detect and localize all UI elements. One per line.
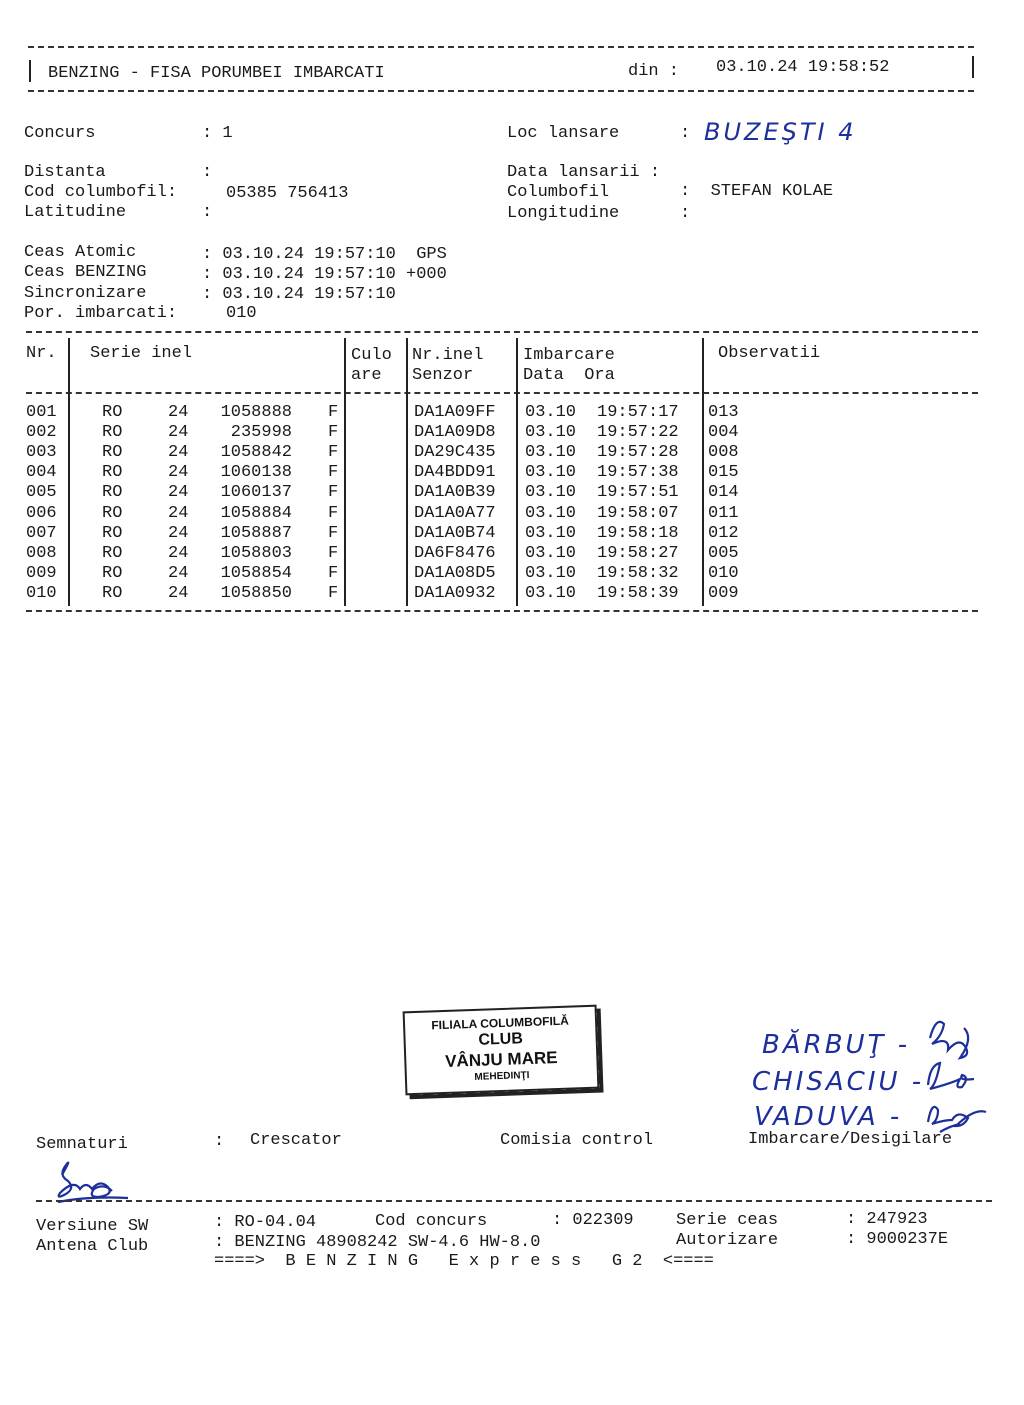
longitudine-value: : <box>680 204 691 223</box>
handwritten-name-2: CHISACIU - <box>752 1067 925 1097</box>
header-right-border <box>972 56 974 78</box>
columbofil-value: : STEFAN KOLAE <box>680 182 834 201</box>
footer-separator <box>36 1200 992 1202</box>
cell-sex: F <box>328 483 339 503</box>
concurs-label: Concurs <box>24 124 96 143</box>
stamp-line-2: CLUB <box>478 1030 524 1049</box>
cell-sex: F <box>328 503 339 523</box>
cell-observatii: 013 <box>708 403 739 422</box>
table-top-border <box>26 331 978 333</box>
stamp-line-1: FILIALA COLUMBOFILĂ <box>431 1013 570 1033</box>
cell-sex: F <box>328 443 339 463</box>
cell-nr: 002 <box>26 423 57 443</box>
signature-barbut <box>930 1022 968 1058</box>
header-top-border <box>28 46 974 48</box>
header-bottom-border <box>28 90 974 92</box>
cell-year: 24 <box>168 503 189 523</box>
cell-date: 03.10 <box>525 423 577 443</box>
imbarcati-label: Por. imbarcati: <box>24 304 178 323</box>
cod-columbofil-label: Cod columbofil: <box>24 183 178 202</box>
cell-time: 19:58:07 <box>597 503 679 523</box>
longitudine-label: Longitudine <box>507 204 620 223</box>
cell-ring: 1058803 <box>220 543 292 563</box>
cell-ring: 235998 <box>230 423 292 443</box>
cell-date: 03.10 <box>525 563 577 583</box>
columbofil-label: Columbofil <box>507 183 610 202</box>
col-header-senzor-1: Nr.inel <box>412 346 484 365</box>
versiune-sw-label: Versiune SW <box>36 1217 149 1236</box>
table-bottom-border <box>26 610 978 612</box>
cell-country: RO <box>102 423 123 443</box>
club-stamp <box>403 1005 600 1096</box>
cell-date: 03.10 <box>525 523 577 543</box>
serie-ceas-value: : 247923 <box>846 1210 928 1229</box>
cell-country: RO <box>102 523 123 543</box>
serie-ceas-label: Serie ceas <box>676 1211 779 1230</box>
benzing-express-banner: ====> B E N Z I N G E x p r e s s G 2 <==== <box>214 1252 714 1271</box>
cell-nr: 004 <box>26 463 57 483</box>
cell-observatii: 008 <box>708 443 739 463</box>
cell-sensor: DA29C435 <box>414 443 496 463</box>
cell-time: 19:57:28 <box>597 443 679 463</box>
distanta-value: : <box>202 163 213 182</box>
cell-sensor: DA4BDD91 <box>414 463 496 483</box>
cell-year: 24 <box>168 463 189 483</box>
cell-year: 24 <box>168 563 189 583</box>
cell-year: 24 <box>168 423 189 443</box>
table-header-separator <box>26 392 978 394</box>
cod-columbofil-value: 05385 756413 <box>226 184 349 203</box>
cell-observatii: 014 <box>708 483 739 503</box>
stamp-line-4: MEHEDINŢI <box>474 1070 530 1083</box>
cell-nr: 003 <box>26 443 57 463</box>
distanta-label: Distanta <box>24 163 106 182</box>
cell-ring: 1058842 <box>220 443 292 463</box>
cell-sensor: DA1A0B39 <box>414 483 496 503</box>
cell-sex: F <box>328 563 339 583</box>
cell-country: RO <box>102 443 123 463</box>
imbarcati-value: 010 <box>226 304 257 323</box>
cell-observatii: 009 <box>708 583 739 603</box>
cell-time: 19:57:22 <box>597 423 679 443</box>
cell-ring: 1058888 <box>220 403 292 422</box>
cell-observatii: 005 <box>708 543 739 563</box>
cell-sex: F <box>328 403 339 422</box>
signature-vaduva <box>928 1107 986 1132</box>
header-left-border <box>29 60 31 82</box>
cell-year: 24 <box>168 403 189 422</box>
cell-time: 19:58:18 <box>597 523 679 543</box>
header-datetime: 03.10.24 19:58:52 <box>716 58 890 77</box>
cell-nr: 007 <box>26 523 57 543</box>
comisia-control-label: Comisia control <box>500 1131 654 1150</box>
sincronizare-value: : 03.10.24 19:57:10 <box>202 285 396 304</box>
cell-ring: 1060137 <box>220 483 292 503</box>
crescator-label: Crescator <box>250 1131 342 1150</box>
ceas-atomic-value: : 03.10.24 19:57:10 GPS <box>202 245 447 264</box>
cell-date: 03.10 <box>525 463 577 483</box>
col-header-culoare-1: Culo <box>351 346 392 365</box>
cell-sensor: DA1A09D8 <box>414 423 496 443</box>
col-header-observatii: Observatii <box>718 344 821 363</box>
col-header-senzor-2: Senzor <box>412 366 474 385</box>
autorizare-value: : 9000237E <box>846 1230 949 1249</box>
autorizare-label: Autorizare <box>676 1231 779 1250</box>
header-din-label: din : <box>628 62 680 81</box>
col-header-culoare-2: are <box>351 366 382 385</box>
cell-time: 19:57:17 <box>597 403 679 422</box>
cell-sensor: DA1A0932 <box>414 583 496 603</box>
imbarcare-desigilare-label: Imbarcare/Desigilare <box>748 1130 953 1149</box>
col-header-imbarcare-2: Data Ora <box>523 366 615 385</box>
cell-observatii: 012 <box>708 523 739 543</box>
col-header-nr: Nr. <box>26 344 57 363</box>
cell-date: 03.10 <box>525 543 577 563</box>
cell-ring: 1058850 <box>220 583 292 603</box>
ceas-benzing-label: Ceas BENZING <box>24 263 147 282</box>
cell-year: 24 <box>168 523 189 543</box>
cell-sensor: DA1A09FF <box>414 403 496 422</box>
cell-sex: F <box>328 423 339 443</box>
header-title: BENZING - FISA PORUMBEI IMBARCATI <box>48 64 385 83</box>
cell-sensor: DA1A0B74 <box>414 523 496 543</box>
data-lansarii-label: Data lansarii : <box>507 163 661 182</box>
cell-country: RO <box>102 483 123 503</box>
cell-sensor: DA6F8476 <box>414 543 496 563</box>
cell-time: 19:57:51 <box>597 483 679 503</box>
cell-time: 19:58:39 <box>597 583 679 603</box>
cell-observatii: 010 <box>708 563 739 583</box>
cell-nr: 001 <box>26 403 57 422</box>
cell-country: RO <box>102 463 123 483</box>
col-separator-imbarcare <box>702 338 704 606</box>
cell-date: 03.10 <box>525 503 577 523</box>
handwritten-name-1: BĂRBUŢ - <box>762 1030 911 1060</box>
cod-concurs-value: : 022309 <box>552 1211 634 1230</box>
col-separator-serie <box>344 338 346 606</box>
cell-sex: F <box>328 523 339 543</box>
ceas-benzing-value: : 03.10.24 19:57:10 +000 <box>202 265 447 284</box>
signature-crescator <box>58 1163 128 1202</box>
cell-year: 24 <box>168 483 189 503</box>
cell-observatii: 011 <box>708 503 739 523</box>
cell-country: RO <box>102 563 123 583</box>
concurs-value: : 1 <box>202 124 233 143</box>
antena-club-value: : BENZING 48908242 SW-4.6 HW-8.0 <box>214 1233 541 1252</box>
cell-ring: 1058887 <box>220 523 292 543</box>
cell-observatii: 004 <box>708 423 739 443</box>
cell-sex: F <box>328 463 339 483</box>
cell-year: 24 <box>168 443 189 463</box>
cell-observatii: 015 <box>708 463 739 483</box>
cell-year: 24 <box>168 543 189 563</box>
cell-sensor: DA1A08D5 <box>414 563 496 583</box>
cell-country: RO <box>102 403 123 422</box>
cell-date: 03.10 <box>525 443 577 463</box>
col-separator-senzor <box>516 338 518 606</box>
cell-date: 03.10 <box>525 403 577 422</box>
cell-nr: 008 <box>26 543 57 563</box>
col-header-imbarcare-1: Imbarcare <box>523 346 615 365</box>
cell-nr: 009 <box>26 563 57 583</box>
cell-nr: 006 <box>26 503 57 523</box>
cell-sensor: DA1A0A77 <box>414 503 496 523</box>
cell-time: 19:58:27 <box>597 543 679 563</box>
latitudine-label: Latitudine <box>24 203 127 222</box>
antena-club-label: Antena Club <box>36 1237 149 1256</box>
semnaturi-label: Semnaturi <box>36 1135 128 1154</box>
cell-year: 24 <box>168 583 189 603</box>
cod-concurs-label: Cod concurs <box>375 1212 488 1231</box>
col-header-serie: Serie inel <box>90 344 193 363</box>
cell-time: 19:58:32 <box>597 563 679 583</box>
cell-nr: 010 <box>26 583 57 603</box>
handwritten-name-3: VADUVA - <box>754 1102 903 1132</box>
cell-ring: 1058854 <box>220 563 292 583</box>
cell-country: RO <box>102 503 123 523</box>
versiune-sw-value: : RO-04.04 <box>214 1213 317 1232</box>
loc-lansare-label: Loc lansare <box>507 124 620 143</box>
ceas-atomic-label: Ceas Atomic <box>24 243 137 262</box>
latitudine-value: : <box>202 203 213 222</box>
cell-date: 03.10 <box>525 483 577 503</box>
loc-lansare-sep: : <box>680 124 691 143</box>
cell-country: RO <box>102 543 123 563</box>
cell-date: 03.10 <box>525 583 577 603</box>
cell-sex: F <box>328 583 339 603</box>
col-separator-nr <box>68 338 70 606</box>
cell-ring: 1060138 <box>220 463 292 483</box>
loc-lansare-value: BUZEŞTI 4 <box>704 118 857 146</box>
cell-nr: 005 <box>26 483 57 503</box>
stamp-line-3: VÂNJU MARE <box>444 1048 558 1071</box>
cell-sex: F <box>328 543 339 563</box>
cell-country: RO <box>102 583 123 603</box>
col-separator-culoare <box>406 338 408 606</box>
cell-ring: 1058884 <box>220 503 292 523</box>
semnaturi-sep: : <box>214 1132 225 1151</box>
signature-chisaciu <box>928 1063 974 1089</box>
cell-time: 19:57:38 <box>597 463 679 483</box>
sincronizare-label: Sincronizare <box>24 284 147 303</box>
